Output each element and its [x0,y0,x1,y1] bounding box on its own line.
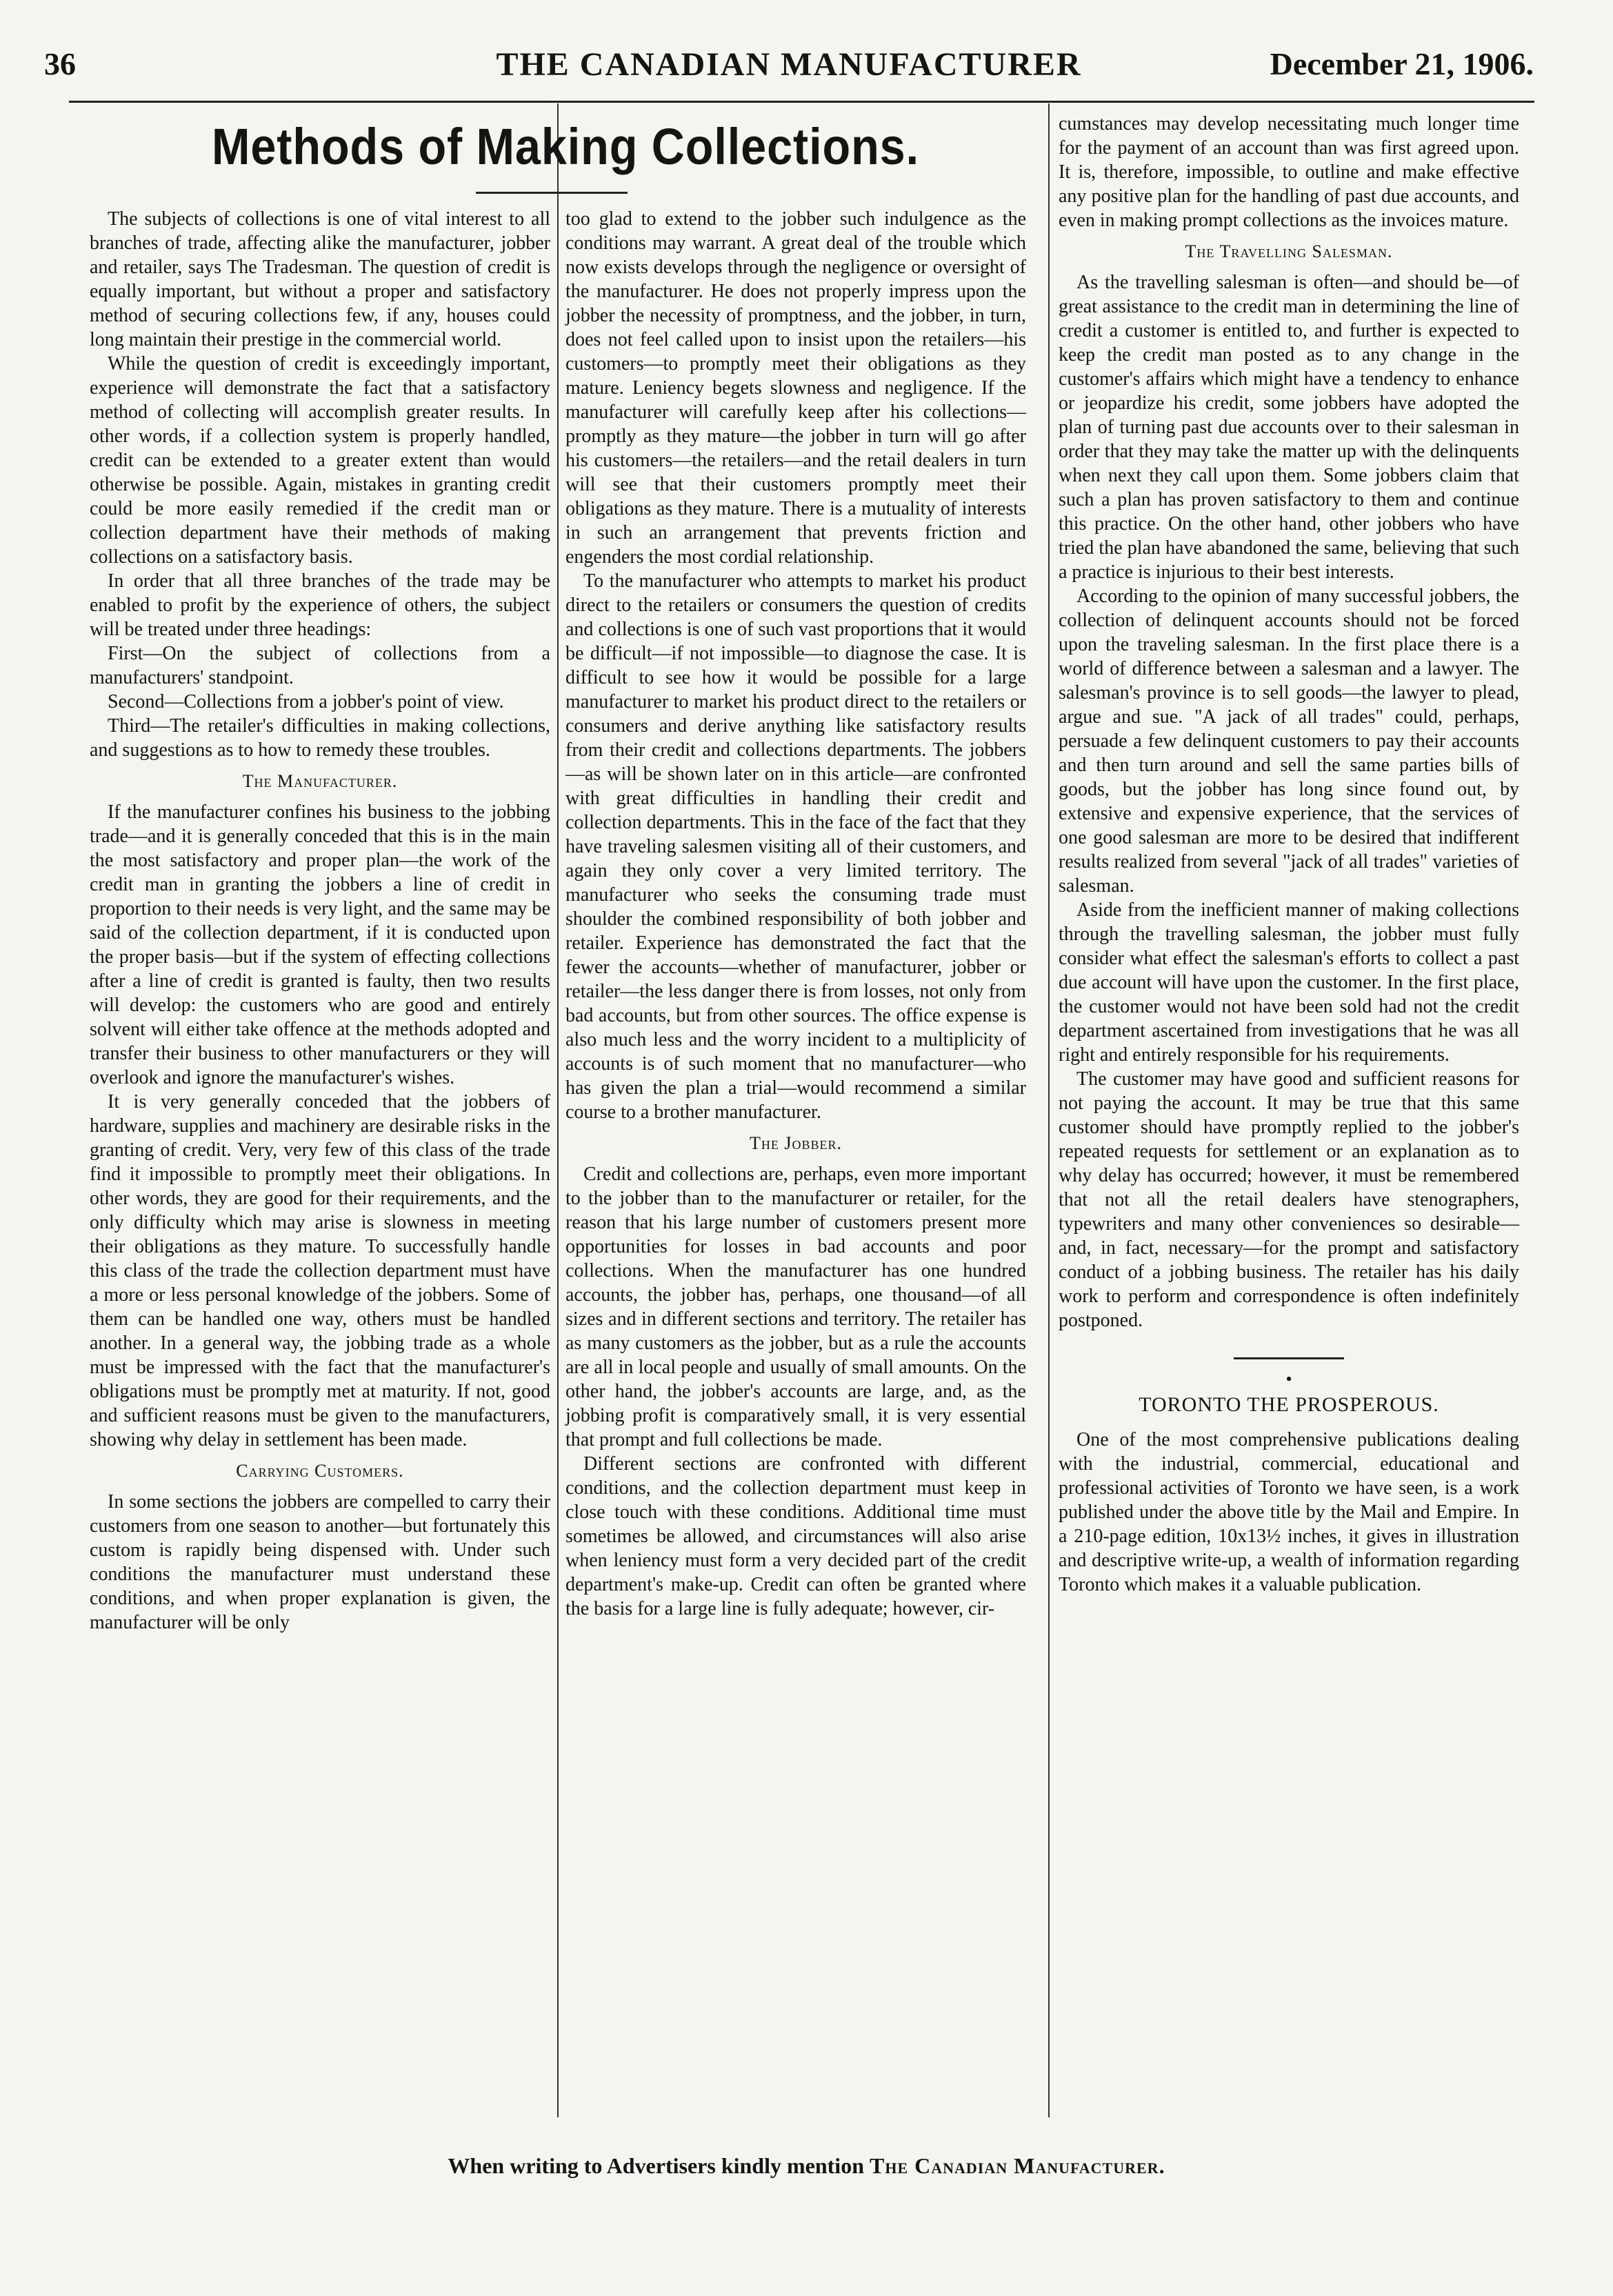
section-title: TORONTO THE PROSPEROUS. [1139,1393,1439,1416]
issue-date: December 21, 1906. [1270,46,1534,81]
paragraph: First—On the subject of collections from a manufacturers' standpoint. [90,643,550,688]
paragraph: Third—The retailer's difficulties in making collections, and suggestions as to how to remedy these troubles. [90,715,550,761]
paragraph: To the manufacturer who attempts to market his product direct to the retailers or consumers the question of credits and collections is one of such vast proportions that it would be difficult—if not impossible—to diagnose the case. It is difficult to see how it would be possible for a large manufacturer to market his product direct to the retailers or consumers and derive anything like satisfactory results from their credit and collections departments. The jobbers—as will be shown later on in this article—are confronted with great difficulties in handling their credit and collection departments. This in the face of the fact that they have traveling salesmen visiting all of their customers, and again they only cover a very limited territory. The manufacturer who seeks the consuming trade must shoulder the combined responsibility of both jobber and retailer. Experience has demonstrated the fact that the fewer the accounts—whether of manufacturer, jobber or retailer—the less danger there is from losses, not only from bad accounts, but from other sources. The office expense is also much less and the worry incident to a multiplicity of accounts is of such moment that no manufacturer—who has given the plan a trial—would recommend a similar course to a brother manufacturer. [565,570,1026,1123]
paragraph: As the travelling salesman is often—and should be—of great assistance to the credit man in determining the line of credit a customer is entitled to, and further is expected to keep the credit man posted as to any change in the customer's affairs which might have a tendency to enhance or jeopardize his credit, some jobbers have adopted the plan of turning past due accounts over to their salesman in order that they may take the matter up with the delinquents when next they call upon them. Some jobbers claim that such a plan has proven satisfactory to them and continue this practice. On the other hand, other jobbers who have tried the plan have abandoned the same, believing that such a practice is injurious to their best interests. [1059,272,1519,583]
paragraph: While the question of credit is exceedingly important, experience will demonstrate the fact that a satisfactory method of collecting will accomplish greater results. In other words, if a collection system is properly handled, credit can be extended to a greater extent than would otherwise be possible. Again, mistakes in granting credit could be more easily remedied if the credit man or collection department have their methods of making collections on a satisfactory basis. [90,353,550,568]
journal-title: THE CANADIAN MANUFACTURER [496,46,1082,83]
article-title: Methods of Making Collections. [211,118,920,175]
subheading: The Manufacturer. [242,771,398,791]
paragraph: Credit and collections are, perhaps, even more important to the jobber than to the manufacturer or retailer, for the reason that his large number of customers present more opportunities for losses in bad accounts and poor collections. When the manufacturer has one hundred accounts, the jobber has, perhaps, one thousand—of all sizes and in different sections and territory. The retailer has as many customers as the jobber, but as a rule the accounts are all in local people and usually of small amounts. On the other hand, the jobber's accounts are large, and, as the jobbing profit is comparatively small, it is very essential that prompt and full collections be made. [565,1164,1026,1450]
paragraph: It is very generally conceded that the jobbers of hardware, supplies and machinery are desirable risks in the granting of credit. Very, very few of this class of the trade find it impossible to promptly meet their obligations. In other words, they are good for their requirements, and the only difficulty which may arise is slowness in meeting their obligations as they mature. To successfully handle this class of the trade the collection department must have a more or less personal knowledge of the jobbers. Some of them can be handled one way, others must be handled another. In a general way, the jobbing trade as a whole must be impressed with the fact that the manufacturer's obligations must be promptly met at maturity. If not, good and sufficient reasons must be given to the manufacturers, showing why delay in settlement has been made. [90,1091,550,1450]
paragraph: According to the opinion of many successful jobbers, the collection of delinquent accounts should not be forced upon the traveling salesman. In the first place there is a world of difference between a salesman and a lawyer. The salesman's province is to sell goods—the lawyer to plead, argue and sue. "A jack of all trades" could, perhaps, persuade a few delinquent customers to pay their accounts and then turn around and sell the same parties bills of goods, but the jobber has long since found out, by extensive and expensive experience, that the services of one good salesman are more to be desired that indifferent results realized from several "jack of all trades" varieties of salesman. [1059,586,1519,897]
column-1 [90,207,550,1635]
divider-dot: • [1285,1369,1292,1389]
paragraph: One of the most comprehensive publications dealing with the industrial, commercial, educational and professional activities of Toronto we have seen, is a work published under the above title by the Mail and Empire. In a 210-page edition, 10x13½ inches, it gives in illustration and descriptive write-up, a wealth of information regarding Toronto which makes it a valuable publication. [1059,1429,1519,1595]
subheading: The Jobber. [749,1133,842,1153]
page-header [44,46,1534,95]
paragraph: Second—Collections from a jobber's point of view. [108,691,504,712]
footer-text: When writing to Advertisers kindly mention [448,2153,870,2178]
page-footer [0,2153,1613,2179]
paragraph: cumstances may develop necessitating much longer time for the payment of an account than was first agreed upon. It is, therefore, impossible, to outline and make effective any positive plan for the handling of past due accounts, and even in making prompt collections as the invoices mature. [1059,113,1519,231]
paragraph: If the manufacturer confines his business to the jobbing trade—and it is generally conceded that this is in the main the most satisfactory and proper plan—the work of the credit man in granting the jobbers a line of credit in proportion to their needs is very light, and the same may be said of the collection department, if it is conducted upon the proper basis—but if the system of effecting collections after a line of credit is granted is faulty, then two results will develop: the customers who are good and entirely solvent will either take offence at the methods adopted and transfer their business to other manufacturers or they will overlook and ignore the manufacturer's wishes. [90,801,550,1088]
page-number: 36 [44,46,76,81]
column-rule-1 [557,103,559,2117]
header-rule [69,101,1534,103]
title-rule [476,192,628,194]
paragraph: Different sections are confronted with different conditions, and the collection department must keep in close touch with these conditions. Additional time must sometimes be allowed, and circumstances will also arise when leniency must form a very decided part of the credit department's make-up. Credit can often be granted where the basis for a large line is fully adequate; however, cir- [565,1453,1026,1619]
column-3 [1059,112,1519,1597]
paragraph: Aside from the inefficient manner of making collections through the travelling salesman, the jobber must fully consider what effect the salesman's efforts to collect a past due account will have upon the customer. In the first place, the customer would not have been sold had not the credit department ascertained from investigations that he was all right and entirely responsible for his requirements. [1059,899,1519,1066]
column-2 [565,207,1026,1621]
footer-brand: The Canadian Manufacturer. [869,2153,1165,2178]
subheading: The Travelling Salesman. [1185,241,1393,261]
paragraph: In some sections the jobbers are compelled to carry their customers from one season to another—but fortunately this custom is rapidly being dispensed with. Under such conditions the manufacturer must understand these conditions, and when proper explanation is given, the manufacturer will be only [90,1491,550,1633]
paragraph: too glad to extend to the jobber such indulgence as the conditions may warrant. A great deal of the trouble which now exists develops through the negligence or oversight of the manufacturer. He does not properly impress upon the jobber the necessity of promptness, and the jobber, in turn, does not feel called upon to insist upon the retailers—his customers—to promptly meet their obligations as they mature. Leniency begets slowness and negligence. If the manufacturer will carefully keep after his collections—promptly as they mature—the jobber in turn will go after his customers—the retailers—and the retail dealers in turn will see that their customers promptly meet their obligations as they mature. There is a mutuality of interests in such an arrangement that prevents friction and engenders the most cordial relationship. [565,208,1026,568]
subheading: Carrying Customers. [236,1461,404,1481]
paragraph: The subjects of collections is one of vital interest to all branches of trade, affecting alike the manufacturer, jobber and retailer, says The Tradesman. The question of credit is equally important, but without a proper and satisfactory method of securing collections few, if any, houses could long maintain their prestige in the commercial world. [90,208,550,350]
paragraph: The customer may have good and sufficient reasons for not paying the account. It may be true that this same customer should have promptly replied to the jobber's repeated requests for settlement or an explanation as to why delay has occurred; however, it must be remembered that not all the retail dealers have stenographers, typewriters and many other conveniences so desirable—and, in fact, necessary—for the prompt and satisfactory conduct of a jobbing business. The retailer has his daily work to perform and correspondence is often indefinitely postponed. [1059,1068,1519,1331]
column-rule-2 [1048,103,1050,2117]
section-divider [1234,1357,1344,1359]
paragraph: In order that all three branches of the trade may be enabled to profit by the experience of others, the subject will be treated under three headings: [90,570,550,640]
